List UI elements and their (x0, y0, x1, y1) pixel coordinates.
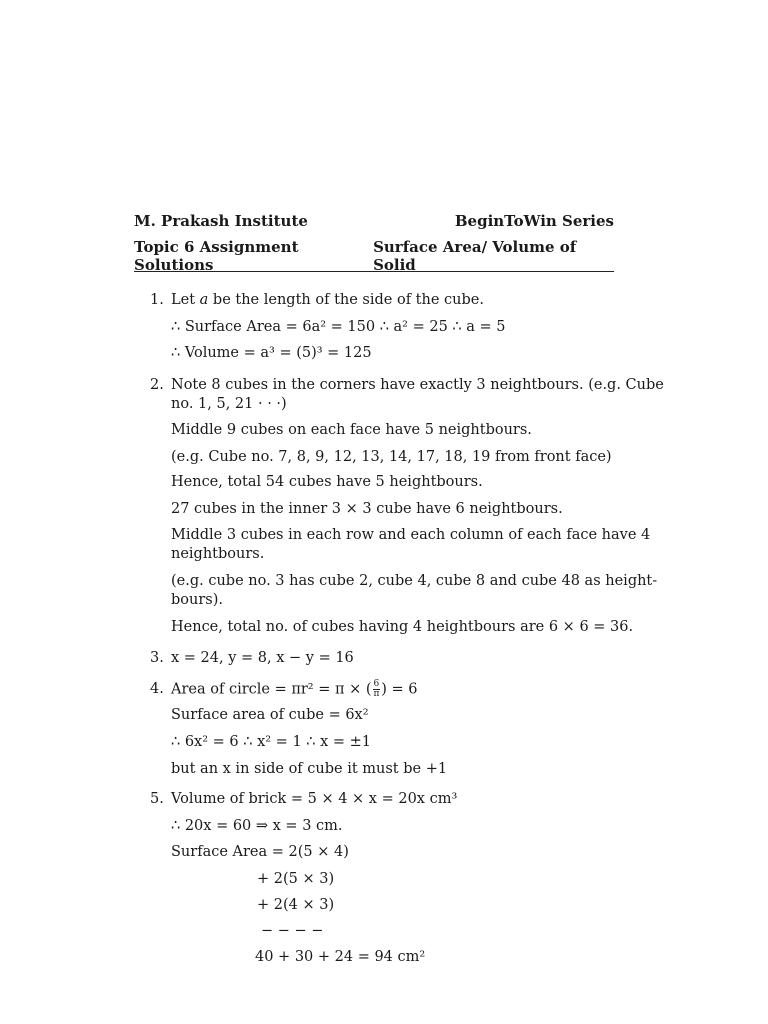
q1-volume: ∴ Volume = a³ = (5)³ = 125 (171, 345, 372, 361)
q5-solve: ∴ 20x = 60 ⇒ x = 3 cm. (171, 818, 343, 834)
q2-line-1b: no. 1, 5, 21 · · ·) (171, 396, 287, 412)
header-divider (134, 271, 614, 272)
q3-text: x = 24, y = 8, x − y = 16 (171, 650, 354, 666)
q2-line-1: Note 8 cubes in the corners have exactly 3 neightbours. (e.g. Cube (171, 377, 664, 393)
q1-intro: Let a be the length of the side of the cube. (171, 292, 484, 308)
q5-term-2: + 2(5 × 3) (257, 871, 335, 887)
q4-area-of-circle: Area of circle = πr² = π × ( $\frac{6}{\pi}$ ) = 6 (171, 679, 418, 699)
q2-line-4: Hence, total 54 cubes have 5 heightbours. (171, 474, 483, 490)
q1-number: 1. (150, 292, 164, 308)
q5-dashes: − − − − (261, 923, 324, 939)
q4-note: but an x in side of cube it must be +1 (171, 761, 448, 777)
institute-name: M. Prakash Institute (134, 212, 308, 230)
q5-volume: Volume of brick = 5 × 4 × x = 20x cm³ (171, 791, 458, 807)
q4-number: 4. (150, 681, 164, 697)
subject-title: Surface Area/ Volume of Solid (373, 238, 577, 274)
q2-line-6: Middle 3 cubes in each row and each column of each face have 4 (171, 527, 651, 543)
q2-line-8: Hence, total no. of cubes having 4 heightbours are 6 × 6 = 36. (171, 619, 634, 635)
q2-line-6b: neightbours. (171, 546, 265, 562)
q1-surface-area: ∴ Surface Area = 6a² = 150 ∴ a² = 25 ∴ a = 5 (171, 319, 506, 335)
q4-surface-area: Surface area of cube = 6x² (171, 707, 369, 723)
topic-title: Topic 6 Assignment Solutions (134, 238, 299, 274)
q5-term-3: + 2(4 × 3) (257, 897, 335, 913)
q2-line-2: Middle 9 cubes on each face have 5 neightbours. (171, 422, 532, 438)
q4-equation: ∴ 6x² = 6 ∴ x² = 1 ∴ x = ±1 (171, 734, 372, 750)
q2-line-7b: bours). (171, 592, 223, 608)
q5-number: 5. (150, 791, 164, 807)
q5-total: 40 + 30 + 24 = 94 cm² (255, 949, 426, 965)
q5-surface-area: Surface Area = 2(5 × 4) (171, 844, 349, 860)
q2-line-7: (e.g. cube no. 3 has cube 2, cube 4, cube 8 and cube 48 as height- (171, 573, 658, 589)
series-name: BeginToWin Series (454, 212, 614, 230)
header-row-2 (134, 238, 614, 274)
header-row-1 (134, 212, 614, 230)
q2-number: 2. (150, 377, 164, 393)
q3-number: 3. (150, 650, 164, 666)
q2-line-3: (e.g. Cube no. 7, 8, 9, 12, 13, 14, 17, 18, 19 from front face) (171, 449, 612, 465)
q2-line-5: 27 cubes in the inner 3 × 3 cube have 6 neightbours. (171, 501, 563, 517)
q4-fraction: $\frac{6}{\pi}$ (373, 679, 380, 699)
